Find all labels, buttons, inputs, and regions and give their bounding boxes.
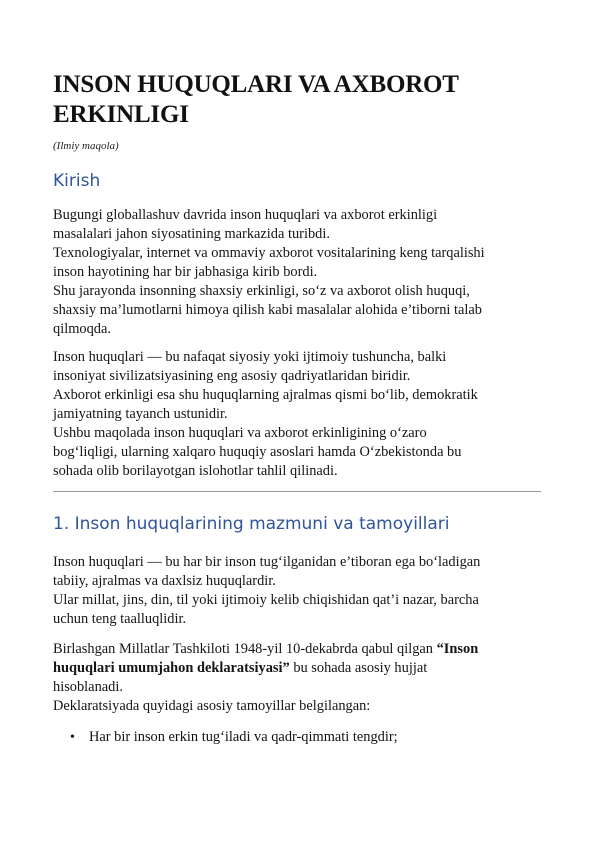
text-line: Deklaratsiyada quyidagi asosiy tamoyillar belgilangan: <box>53 698 371 714</box>
title-line-1: INSON HUQUQLARI VA AXBOROT <box>53 71 459 98</box>
title-line-2: ERKINLIGI <box>53 101 189 128</box>
section-1-paragraph-2 <box>53 640 553 716</box>
text-line: inson hayotining har bir jabhasiga kirib bordi. <box>53 264 318 280</box>
document-title <box>53 70 553 130</box>
horizontal-divider <box>53 491 541 492</box>
intro-paragraph-2 <box>53 348 553 481</box>
declaration-title-bold: huquqlari umumjahon deklaratsiyasi” <box>53 660 290 676</box>
text-line: Inson huquqlari — bu har bir inson tug‘ilganidan e’tiboran ega bo‘ladigan <box>53 554 481 570</box>
document-subtitle: (Ilmiy maqola) <box>53 140 119 152</box>
text-line: Inson huquqlari — bu nafaqat siyosiy yoki ijtimoiy tushuncha, balki <box>53 349 447 365</box>
intro-paragraph-1 <box>53 206 553 339</box>
text-line: insoniyat sivilizatsiyasining eng asosiy qadriyatlaridan biridir. <box>53 368 411 384</box>
text-line: tabiiy, ajralmas va daxlsiz huquqlardir. <box>53 573 276 589</box>
text-line: shaxsiy ma’lumotlarni himoya qilish kabi masalalar alohida e’tiborni talab <box>53 302 482 318</box>
text-line: uchun teng taalluqlidir. <box>53 611 187 627</box>
text-run: Birlashgan Millatlar Tashkiloti 1948-yil 10-dekabrda qabul qilgan <box>53 641 437 657</box>
declaration-title-bold: “Inson <box>436 641 479 657</box>
text-line: sohada olib borilayotgan islohotlar tahlil qilinadi. <box>53 463 338 479</box>
text-line <box>53 640 553 659</box>
text-line: Shu jarayonda insonning shaxsiy erkinligi, so‘z va axborot olish huquqi, <box>53 283 470 299</box>
text-line: masalalari jahon siyosatining markazida turibdi. <box>53 226 330 242</box>
text-line: Axborot erkinligi esa shu huquqlarning ajralmas qismi bo‘lib, demokratik <box>53 387 478 403</box>
list-item-text: Har bir inson erkin tug‘iladi va qadr-qimmati tengdir; <box>89 729 398 745</box>
text-line <box>53 659 553 678</box>
text-line: Ular millat, jins, din, til yoki ijtimoiy kelib chiqishidan qat’i nazar, barcha <box>53 592 479 608</box>
text-line: hisoblanadi. <box>53 679 123 695</box>
text-line: qilmoqda. <box>53 321 111 337</box>
text-line: Texnologiyalar, internet va ommaviy axborot vositalarining keng tarqalishi <box>53 245 485 261</box>
text-line: Ushbu maqolada inson huquqlari va axborot erkinligining o‘zaro <box>53 425 427 441</box>
text-line: Bugungi globallashuv davrida inson huquqlari va axborot erkinligi <box>53 207 438 223</box>
text-run: bu sohada asosiy hujjat <box>289 660 428 676</box>
section-heading-1: 1. Inson huquqlarining mazmuni va tamoyillari <box>53 514 450 534</box>
section-1-paragraph-1 <box>53 553 553 629</box>
text-line: jamiyatning tayanch ustunidir. <box>53 406 228 422</box>
text-line: bog‘liqligi, ularning xalqaro huquqiy asoslari hamda O‘zbekistonda bu <box>53 444 462 460</box>
bullet-icon: • <box>70 730 75 745</box>
section-heading-intro: Kirish <box>53 171 101 191</box>
